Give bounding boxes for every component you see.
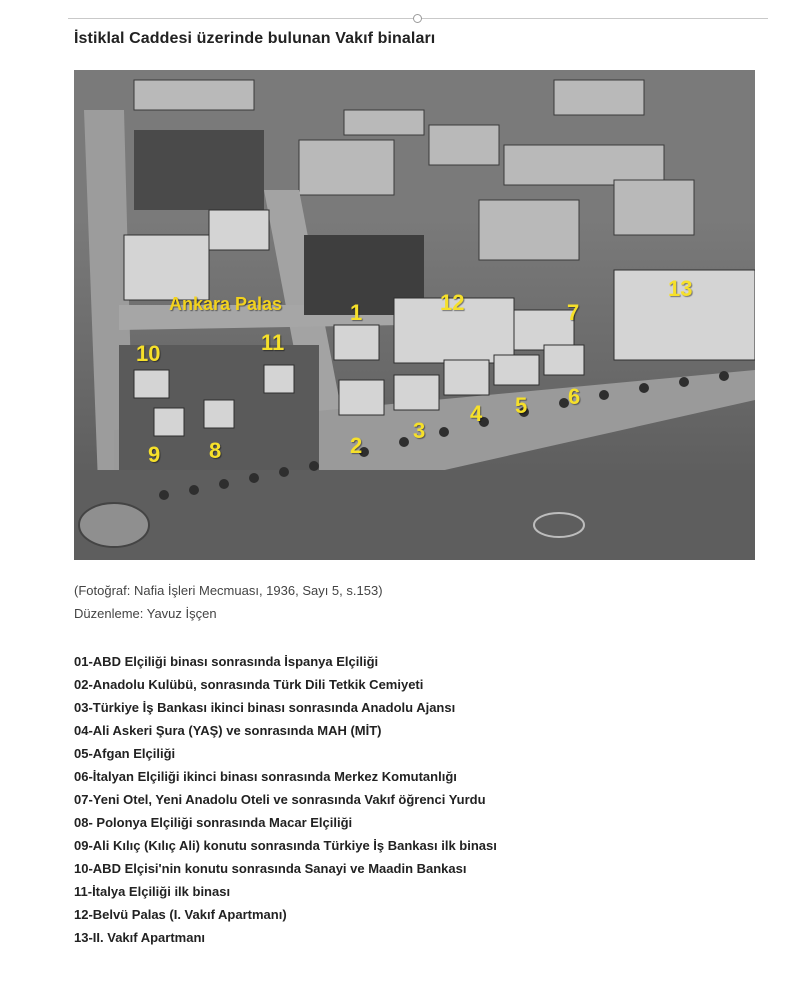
list-item: 03-Türkiye İş Bankası ikinci binası sonrasında Anadolu Ajansı [74, 700, 456, 715]
photo-source-caption: (Fotoğraf: Nafia İşleri Mecmuası, 1936, Sayı 5, s.153) [74, 583, 383, 598]
building-label-1: 1 [350, 300, 363, 325]
page-title: İstiklal Caddesi üzerinde bulunan Vakıf binaları [74, 30, 436, 47]
building-label-12: 12 [440, 290, 465, 315]
list-item: 07-Yeni Otel, Yeni Anadolu Oteli ve sonrasında Vakıf öğrenci Yurdu [74, 792, 486, 807]
building-label-6: 6 [568, 384, 581, 409]
building-label-2: 2 [350, 433, 363, 458]
building-label-7: 7 [567, 300, 580, 325]
building-label-3: 3 [413, 418, 426, 443]
list-item: 13-II. Vakıf Apartmanı [74, 930, 206, 945]
list-item: 04-Ali Askeri Şura (YAŞ) ve sonrasında MAH (MİT) [74, 723, 382, 738]
list-item: 06-İtalyan Elçiliği ikinci binası sonrasında Merkez Komutanlığı [74, 769, 457, 784]
aerial-photo-image [74, 70, 755, 560]
building-label-8: 8 [209, 438, 222, 463]
building-label-5: 5 [515, 393, 528, 418]
list-item: 02-Anadolu Kulübü, sonrasında Türk Dili Tetkik Cemiyeti [74, 677, 424, 692]
list-item: 08- Polonya Elçiliği sonrasında Macar Elçiliği [74, 815, 353, 830]
ankara-palas-label: Ankara Palas [169, 294, 283, 314]
building-label-4: 4 [470, 401, 483, 426]
list-item: 01-ABD Elçiliği binası sonrasında İspanya Elçiliği [74, 654, 379, 669]
list-item: 09-Ali Kılıç (Kılıç Ali) konutu sonrasında Türkiye İş Bankası ilk binası [74, 838, 497, 853]
list-item: 11-İtalya Elçiliği ilk binası [74, 884, 231, 899]
building-label-10: 10 [136, 341, 161, 366]
aerial-photo [74, 70, 755, 560]
building-label-9: 9 [148, 442, 161, 467]
cursor-marker [413, 14, 422, 23]
list-item: 12-Belvü Palas (I. Vakıf Apartmanı) [74, 907, 287, 922]
list-item: 10-ABD Elçisi'nin konutu sonrasında Sanayi ve Maadin Bankası [74, 861, 467, 876]
building-list [74, 650, 497, 949]
editor-caption: Düzenleme: Yavuz İşçen [74, 606, 217, 621]
list-item: 05-Afgan Elçiliği [74, 746, 176, 761]
building-label-13: 13 [668, 276, 693, 301]
building-label-11: 11 [261, 330, 285, 355]
